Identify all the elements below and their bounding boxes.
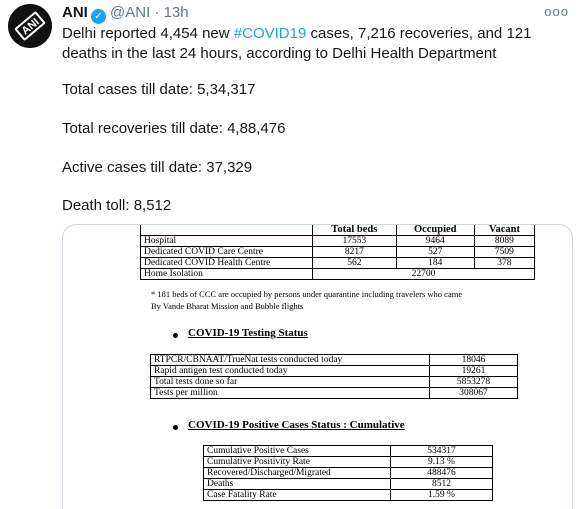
table-cell: Dedicated COVID Care Centre xyxy=(141,247,313,258)
table-cell: 527 xyxy=(396,247,474,258)
table-cell: 562 xyxy=(313,258,397,269)
table-cell: 18046 xyxy=(430,355,518,366)
table-cell: 534317 xyxy=(391,446,493,457)
table-cell: 8217 xyxy=(313,247,397,258)
header-separator: · xyxy=(154,4,160,21)
table-cell: 184 xyxy=(396,258,474,269)
table-cell: 378 xyxy=(474,258,534,269)
table-cell: Total tests done so far xyxy=(151,377,430,388)
author-name[interactable]: ANI xyxy=(62,4,88,21)
tweet-text-rest: cases, 7,216 recoveries, and 121 deaths in the last 24 hours, according to Delhi Health Department xyxy=(62,25,532,62)
table-cell: Home Isolation xyxy=(141,269,313,280)
table-header-cell: Total beds xyxy=(313,225,397,236)
table-cell: 8512 xyxy=(391,479,493,490)
tweet-media-image[interactable] xyxy=(62,224,573,509)
table-cell: Rapid antigen test conducted today xyxy=(151,366,430,377)
beds-table xyxy=(140,224,535,280)
table-row xyxy=(204,479,493,490)
table-cell: Cumulative Positivity Rate xyxy=(204,457,391,468)
table-cell: 1.59 % xyxy=(391,490,493,501)
table-cell: 7509 xyxy=(474,247,534,258)
stat-total-cases: Total cases till date: 5,34,317 xyxy=(62,81,256,98)
table-cell: 9464 xyxy=(396,236,474,247)
table-cell: 22700 xyxy=(313,269,535,280)
positive-status-heading: COVID-19 Positive Cases Status : Cumulative xyxy=(188,419,405,431)
table-header-cell: Occupied xyxy=(396,225,474,236)
stat-death-toll: Death toll: 8,512 xyxy=(62,197,172,214)
testing-table xyxy=(150,354,518,399)
table-cell: Hospital xyxy=(141,236,313,247)
table-cell: 308067 xyxy=(430,388,518,399)
more-options-icon[interactable]: ooo xyxy=(544,4,569,19)
table-row xyxy=(141,236,535,247)
author-handle[interactable]: @ANI xyxy=(110,4,151,21)
tweet-header xyxy=(62,4,189,24)
table-header-row xyxy=(141,225,535,236)
table-cell: 19261 xyxy=(430,366,518,377)
table-row xyxy=(151,377,518,388)
table-cell: Dedicated COVID Health Centre xyxy=(141,258,313,269)
table-row xyxy=(204,446,493,457)
table-row xyxy=(204,468,493,479)
table-row xyxy=(204,457,493,468)
table-row xyxy=(141,269,535,280)
beds-footnote xyxy=(151,288,541,312)
table-cell: RTPCR/CBNAAT/TrueNat tests conducted today xyxy=(151,355,430,366)
tweet-timestamp[interactable]: 13h xyxy=(163,4,189,21)
table-header-cell: Vacant xyxy=(474,225,534,236)
positive-cases-table xyxy=(203,445,493,501)
table-cell: 8089 xyxy=(474,236,534,247)
table-cell: Deaths xyxy=(204,479,391,490)
table-cell: 488476 xyxy=(391,468,493,479)
table-row xyxy=(141,258,535,269)
tweet-text-intro: Delhi reported 4,454 new xyxy=(62,25,234,42)
verified-badge-icon: ✓ xyxy=(91,9,106,24)
bullet-icon xyxy=(173,425,178,430)
avatar-logo-text: ANI xyxy=(19,16,42,38)
footnote-line: By Vande Bharat Mission and Bubble flights xyxy=(151,301,304,311)
table-row xyxy=(204,490,493,501)
table-row xyxy=(151,355,518,366)
table-cell: 5853278 xyxy=(430,377,518,388)
bullet-icon xyxy=(173,333,178,338)
table-row xyxy=(141,247,535,258)
health-bulletin-document xyxy=(63,225,572,509)
table-row xyxy=(151,388,518,399)
tweet-text xyxy=(62,24,572,64)
table-cell: Cumulative Positive Cases xyxy=(204,446,391,457)
table-header-cell xyxy=(141,225,313,236)
table-cell: Case Fatality Rate xyxy=(204,490,391,501)
avatar[interactable] xyxy=(8,4,52,48)
table-cell: 9.13 % xyxy=(391,457,493,468)
stat-total-recoveries: Total recoveries till date: 4,88,476 xyxy=(62,120,286,137)
table-cell: Tests per million xyxy=(151,388,430,399)
ani-logo-icon xyxy=(8,4,52,48)
table-cell: 17553 xyxy=(313,236,397,247)
table-cell: Recovered/Discharged/Migrated xyxy=(204,468,391,479)
footnote-line: * 181 beds of CCC are occupied by persons under quarantine including travelers who came xyxy=(151,289,463,299)
stat-active-cases: Active cases till date: 37,329 xyxy=(62,159,253,176)
testing-status-heading: COVID-19 Testing Status xyxy=(188,327,308,339)
hashtag-link[interactable]: #COVID19 xyxy=(233,25,307,42)
table-row xyxy=(151,366,518,377)
